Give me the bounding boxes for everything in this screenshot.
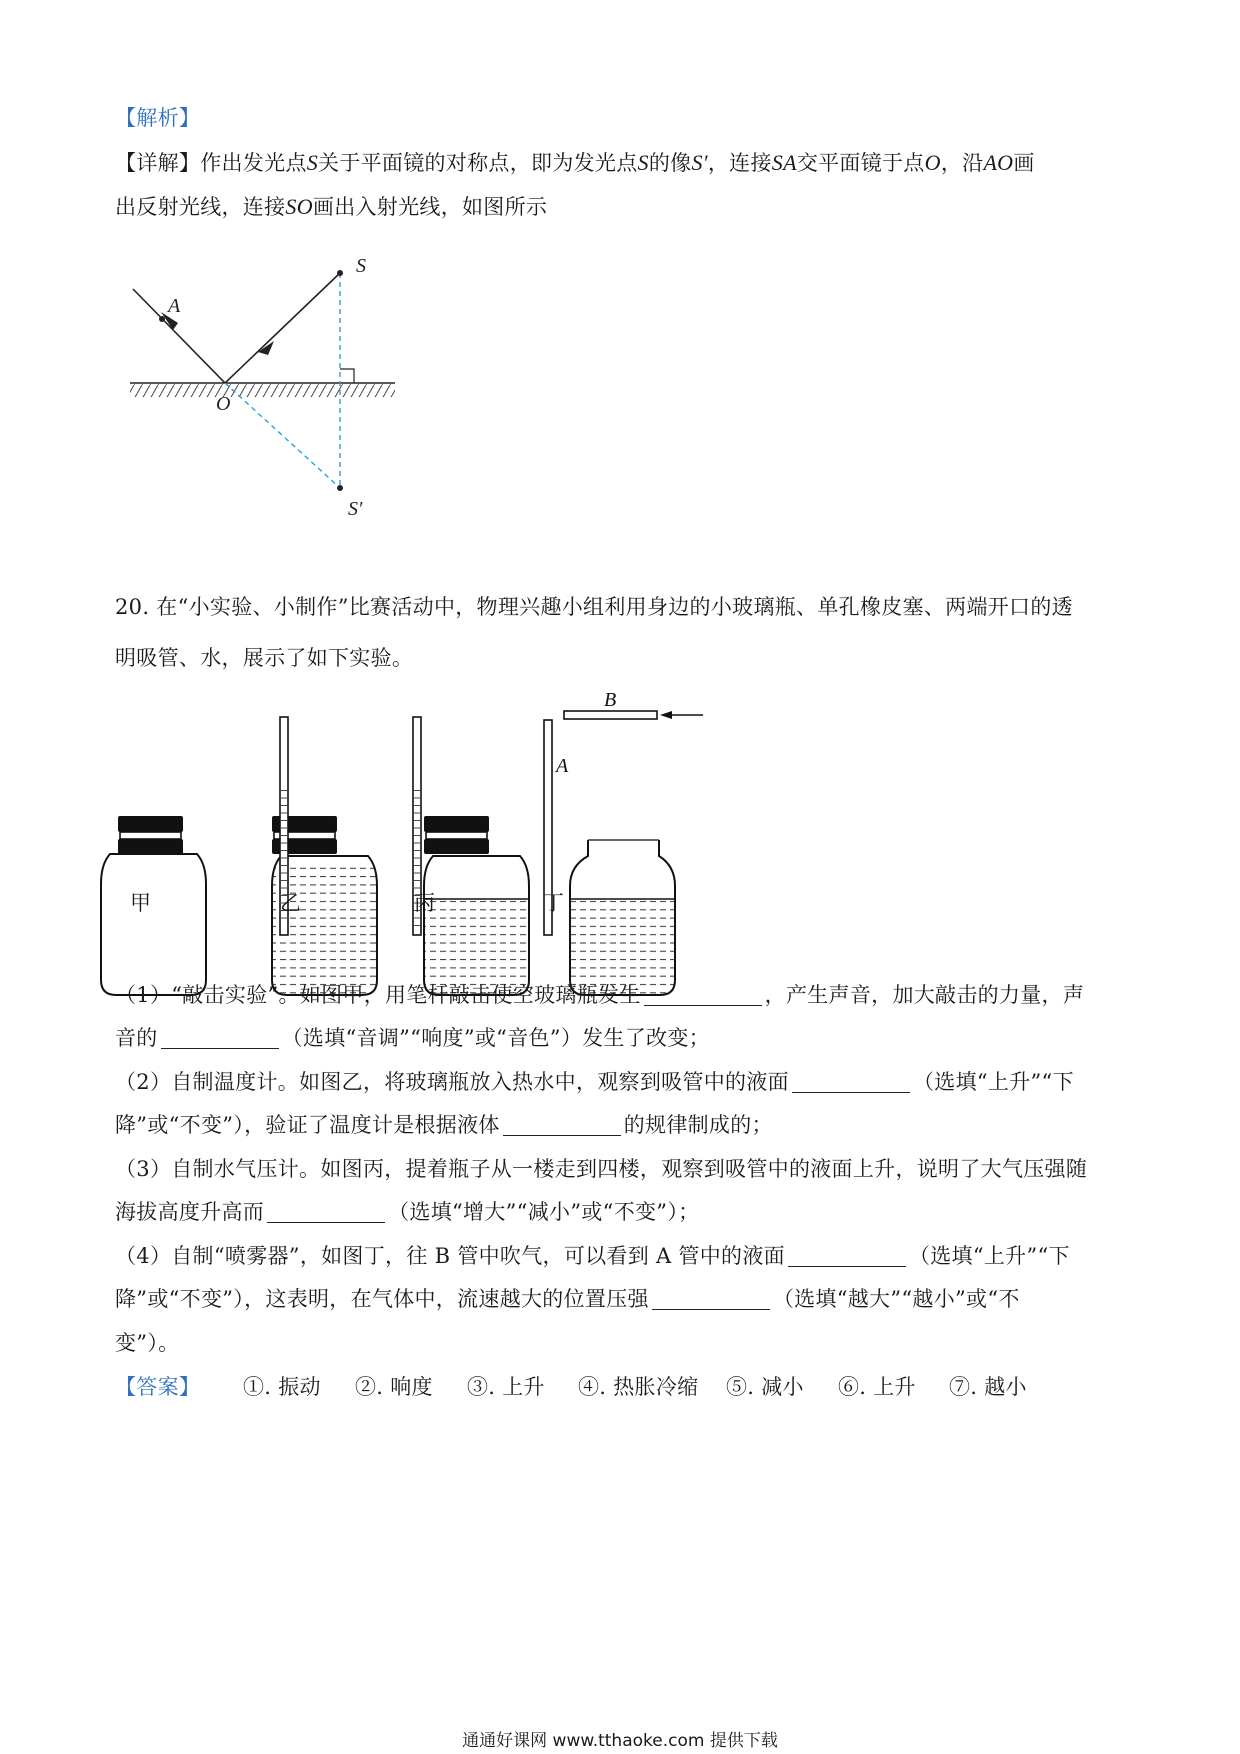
answer-label: 【答案】	[115, 1375, 201, 1399]
question-20-line-2: 明吸管、水，展示了如下实验。	[115, 646, 414, 670]
detail-var: O	[924, 150, 941, 175]
detail-text: ，沿	[940, 151, 984, 175]
blow-arrowhead	[660, 711, 672, 719]
answer-blank-1[interactable]	[644, 983, 762, 1006]
answer-item: ③. 上升	[467, 1375, 545, 1399]
q4-text: 降”或“不变”），这表明，在气体中，流速越大的位置压强	[115, 1287, 649, 1311]
answer-item: ②. 响度	[355, 1375, 433, 1399]
q1-text: （1）“敲击实验”。如图甲，用笔杆敲击使空玻璃瓶发生	[115, 983, 641, 1007]
q4-line-3: 变”）。	[115, 1331, 180, 1355]
q2-line-1	[115, 1067, 1125, 1097]
detail-text: 交平面镜于点	[796, 151, 925, 175]
answer-item: ④. 热胀冷缩	[578, 1375, 699, 1399]
page-footer: 通通好课网 www.tthaoke.com 提供下载	[462, 1731, 778, 1751]
label-jia-caption: 甲	[130, 891, 152, 915]
point-A	[159, 316, 165, 322]
detail-var: AO	[983, 150, 1014, 175]
label-S: S	[356, 255, 366, 277]
mirror-hatching	[130, 384, 395, 397]
detail-text: ，连接	[707, 151, 772, 175]
detail-var: S	[306, 150, 319, 175]
right-angle-mark	[340, 369, 354, 383]
question-20-line-1: 20. 在“小实验、小制作”比赛活动中，物理兴趣小组利用身边的小玻璃瓶、单孔橡皮塞、两端开口的透	[115, 595, 1073, 619]
bottle-ding	[544, 711, 703, 995]
incident-ray	[225, 273, 340, 383]
q1-text: 音的	[115, 1026, 158, 1050]
q1-line-2	[115, 1023, 1125, 1053]
answer-item: ⑤. 减小	[726, 1375, 804, 1399]
detail-text: 画出入射光线，如图所示	[312, 195, 548, 219]
label-A-tube: A	[556, 755, 569, 777]
q1-text: ，产生声音，加大敲击的力量，声	[764, 983, 1085, 1007]
detail-text: 作出发光点	[200, 151, 307, 175]
detail-var: S	[637, 150, 649, 175]
label-O: O	[216, 393, 231, 415]
detail-label: 【详解】	[115, 151, 201, 175]
q4-text: （4）自制“喷雾器”，如图丁，往 B 管中吹气，可以看到 A 管中的液面	[115, 1244, 785, 1268]
label-A: A	[168, 295, 181, 317]
detail-var: S′	[691, 150, 708, 175]
detail-text: 关于平面镜的对称点，即为发光点	[318, 151, 638, 175]
detail-var: SA	[771, 150, 797, 175]
label-B: B	[604, 690, 617, 711]
answer-item: ⑦. 越小	[949, 1375, 1027, 1399]
q2-text: 的规律制成的；	[623, 1113, 773, 1137]
q3-line-1: （3）自制水气压计。如图丙，提着瓶子从一楼走到四楼，观察到吸管中的液面上升，说明了大气压强随	[115, 1157, 1088, 1181]
q4-text: （选填“越大”“越小”或“不	[772, 1287, 1020, 1311]
q1-line-1	[115, 980, 1125, 1010]
q2-text: 降”或“不变”），验证了温度计是根据液体	[115, 1113, 500, 1137]
point-S	[337, 270, 343, 276]
detail-var: SO	[285, 194, 313, 219]
detail-line-1	[115, 148, 1125, 178]
label-yi-caption: 乙	[280, 891, 302, 915]
point-Sprime	[337, 485, 343, 491]
answer-item: ⑥. 上升	[838, 1375, 916, 1399]
image-line	[225, 383, 340, 488]
detail-text: 画	[1013, 151, 1035, 175]
q2-text: （2）自制温度计。如图乙，将玻璃瓶放入热水中，观察到吸管中的液面	[115, 1070, 789, 1094]
q2-line-2	[115, 1110, 1125, 1140]
mirror-reflection-diagram	[110, 245, 410, 525]
detail-line-2	[115, 192, 1125, 222]
label-bing-caption: 丙	[414, 891, 436, 915]
detail-text: 出反射光线，连接	[115, 195, 286, 219]
q4-line-2	[115, 1284, 1125, 1314]
answer-blank-5[interactable]	[267, 1200, 385, 1223]
q4-text: （选填“上升”“下	[908, 1244, 1070, 1268]
tube-B	[564, 711, 657, 719]
label-Sprime: S′	[348, 498, 363, 520]
q4-line-1	[115, 1241, 1125, 1271]
q3-line-2	[115, 1197, 1125, 1227]
answer-blank-4[interactable]	[503, 1113, 621, 1136]
answer-blank-6[interactable]	[788, 1244, 906, 1267]
answer-row	[115, 1372, 1125, 1402]
q2-text: （选填“上升”“下	[912, 1070, 1074, 1094]
detail-text: 的像	[648, 151, 692, 175]
bottle-experiments-diagram	[100, 690, 820, 1030]
q3-text: 海拔高度升高而	[115, 1200, 265, 1224]
answer-blank-7[interactable]	[652, 1287, 770, 1310]
label-ding-caption: 丁	[543, 891, 565, 915]
bottle-yi	[272, 717, 377, 995]
bottle-bing	[413, 717, 529, 995]
q1-text: （选填“音调”“响度”或“音色”）发生了改变；	[281, 1026, 710, 1050]
answer-item: ①. 振动	[243, 1375, 321, 1399]
q3-text: （选填“增大”“减小”或“不变”）；	[388, 1200, 700, 1224]
answer-blank-3[interactable]	[792, 1070, 910, 1093]
answer-blank-2[interactable]	[161, 1026, 279, 1049]
analysis-heading: 【解析】	[115, 106, 201, 130]
